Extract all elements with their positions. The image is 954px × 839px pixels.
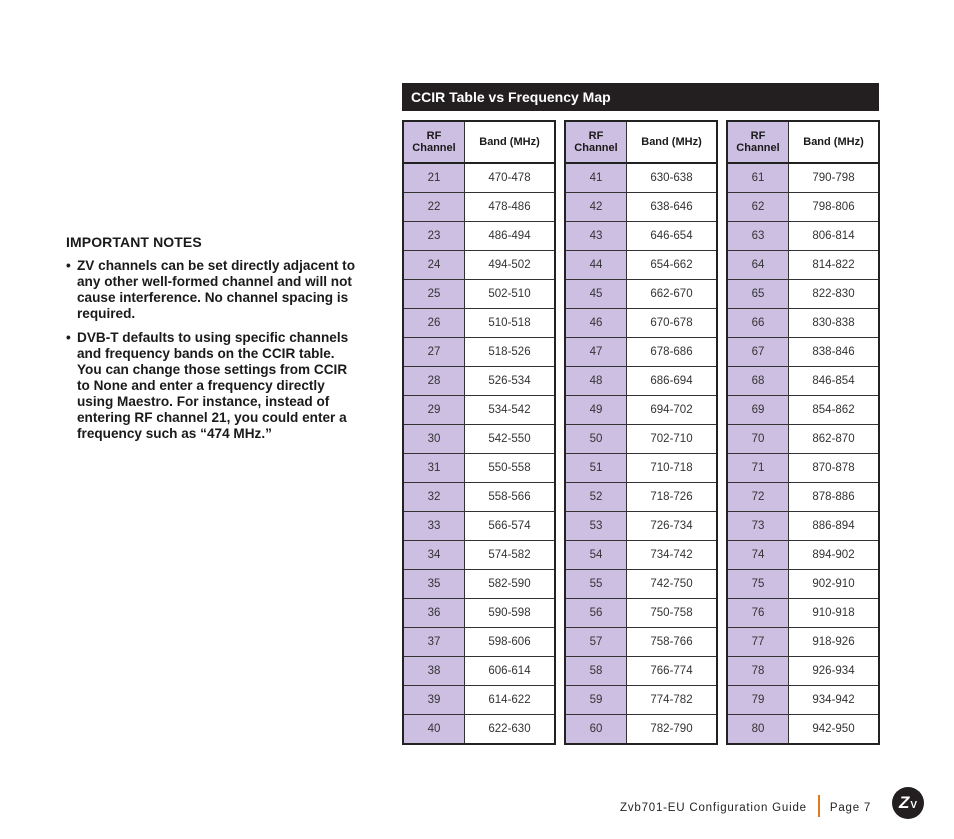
table-row — [403, 425, 555, 454]
frequency-table-2 — [564, 120, 718, 745]
table-row — [565, 309, 717, 338]
band-cell: 622-630 — [465, 715, 556, 745]
rf-channel-cell: 22 — [403, 193, 465, 222]
band-cell: 750-758 — [627, 599, 718, 628]
rf-channel-cell: 62 — [727, 193, 789, 222]
rf-channel-cell: 30 — [403, 425, 465, 454]
table-header-row — [565, 121, 717, 163]
band-cell: 654-662 — [627, 251, 718, 280]
band-cell: 606-614 — [465, 657, 556, 686]
band-cell: 638-646 — [627, 193, 718, 222]
rf-channel-cell: 66 — [727, 309, 789, 338]
table-row — [565, 396, 717, 425]
note-text: DVB-T defaults to using specific channels and frequency bands on the CCIR table. You can change those settings from CCIR to None and enter a frequency directly using Maestro. For instance, instead of entering RF channel 21, you could enter a frequency such as “474 MHz.” — [77, 330, 349, 441]
band-cell: 670-678 — [627, 309, 718, 338]
band-cell: 846-854 — [789, 367, 880, 396]
band-cell: 534-542 — [465, 396, 556, 425]
header-rf-channel — [403, 121, 465, 163]
rf-channel-cell: 52 — [565, 483, 627, 512]
rf-channel-cell: 56 — [565, 599, 627, 628]
rf-channel-cell: 70 — [727, 425, 789, 454]
rf-channel-cell: 46 — [565, 309, 627, 338]
table-row — [565, 425, 717, 454]
bullet-icon: • — [66, 258, 71, 273]
rf-channel-cell: 27 — [403, 338, 465, 367]
table-row — [403, 657, 555, 686]
rf-channel-cell: 63 — [727, 222, 789, 251]
bullet-icon: • — [66, 330, 71, 345]
rf-channel-cell: 37 — [403, 628, 465, 657]
band-cell: 798-806 — [789, 193, 880, 222]
logo-sub: V — [910, 799, 918, 811]
band-cell: 486-494 — [465, 222, 556, 251]
table-row — [403, 628, 555, 657]
table-row — [403, 251, 555, 280]
band-cell: 694-702 — [627, 396, 718, 425]
rf-channel-cell: 58 — [565, 657, 627, 686]
table-row — [727, 570, 879, 599]
table-row — [565, 570, 717, 599]
band-cell: 718-726 — [627, 483, 718, 512]
band-cell: 566-574 — [465, 512, 556, 541]
rf-channel-cell: 44 — [565, 251, 627, 280]
band-cell: 814-822 — [789, 251, 880, 280]
header-rf: RF — [588, 130, 604, 142]
rf-channel-cell: 65 — [727, 280, 789, 309]
band-cell: 918-926 — [789, 628, 880, 657]
header-band: Band (MHz) — [465, 121, 556, 163]
table-row — [403, 280, 555, 309]
band-cell: 702-710 — [627, 425, 718, 454]
table-row — [727, 512, 879, 541]
table-row — [565, 628, 717, 657]
table-row — [727, 163, 879, 193]
table-row — [403, 570, 555, 599]
table-row — [727, 715, 879, 745]
page-number: Page 7 — [829, 802, 872, 815]
band-cell: 742-750 — [627, 570, 718, 599]
band-cell: 494-502 — [465, 251, 556, 280]
table-row — [565, 280, 717, 309]
band-cell: 686-694 — [627, 367, 718, 396]
footer-separator — [818, 795, 820, 817]
band-cell: 934-942 — [789, 686, 880, 715]
band-cell: 582-590 — [465, 570, 556, 599]
frequency-table-1 — [402, 120, 556, 745]
band-cell: 510-518 — [465, 309, 556, 338]
rf-channel-cell: 49 — [565, 396, 627, 425]
table-row — [727, 541, 879, 570]
table-row — [565, 222, 717, 251]
band-cell: 886-894 — [789, 512, 880, 541]
rf-channel-cell: 67 — [727, 338, 789, 367]
band-cell: 550-558 — [465, 454, 556, 483]
table-row — [727, 396, 879, 425]
band-cell: 782-790 — [627, 715, 718, 745]
band-cell: 822-830 — [789, 280, 880, 309]
band-cell: 734-742 — [627, 541, 718, 570]
table-row — [565, 657, 717, 686]
rf-channel-cell: 50 — [565, 425, 627, 454]
rf-channel-cell: 29 — [403, 396, 465, 425]
header-rf: RF — [426, 130, 442, 142]
table-header-row — [727, 121, 879, 163]
table-row — [727, 657, 879, 686]
band-cell: 926-934 — [789, 657, 880, 686]
table-title: CCIR Table vs Frequency Map — [411, 89, 611, 105]
rf-channel-cell: 45 — [565, 280, 627, 309]
table-row — [403, 163, 555, 193]
table-row — [565, 454, 717, 483]
rf-channel-cell: 39 — [403, 686, 465, 715]
table-row — [403, 193, 555, 222]
table-row — [727, 309, 879, 338]
band-cell: 726-734 — [627, 512, 718, 541]
rf-channel-cell: 34 — [403, 541, 465, 570]
rf-channel-cell: 72 — [727, 483, 789, 512]
rf-channel-cell: 77 — [727, 628, 789, 657]
note-item — [66, 258, 362, 322]
rf-channel-cell: 79 — [727, 686, 789, 715]
header-channel: Channel — [736, 142, 780, 154]
band-cell: 710-718 — [627, 454, 718, 483]
band-cell: 678-686 — [627, 338, 718, 367]
table-title-bar — [402, 83, 879, 111]
note-text: ZV channels can be set directly adjacent to any other well-formed channel and will not cause interference. No channel spacing is required. — [77, 258, 356, 321]
rf-channel-cell: 68 — [727, 367, 789, 396]
table-row — [565, 715, 717, 745]
rf-channel-cell: 53 — [565, 512, 627, 541]
header-channel: Channel — [574, 142, 618, 154]
header-band: Band (MHz) — [789, 121, 880, 163]
table-row — [403, 599, 555, 628]
table-row — [403, 309, 555, 338]
important-notes — [66, 234, 362, 450]
band-cell: 910-918 — [789, 599, 880, 628]
rf-channel-cell: 51 — [565, 454, 627, 483]
rf-channel-cell: 74 — [727, 541, 789, 570]
rf-channel-cell: 43 — [565, 222, 627, 251]
page-footer — [620, 797, 871, 819]
header-rf-channel — [727, 121, 789, 163]
rf-channel-cell: 54 — [565, 541, 627, 570]
rf-channel-cell: 78 — [727, 657, 789, 686]
header-rf: RF — [750, 130, 766, 142]
band-cell: 558-566 — [465, 483, 556, 512]
rf-channel-cell: 61 — [727, 163, 789, 193]
table-row — [403, 338, 555, 367]
table-row — [403, 396, 555, 425]
table-row — [565, 251, 717, 280]
rf-channel-cell: 35 — [403, 570, 465, 599]
band-cell: 862-870 — [789, 425, 880, 454]
notes-heading: IMPORTANT NOTES — [66, 234, 202, 250]
guide-title: Zvb701-EU Configuration Guide — [620, 802, 807, 815]
table-row — [727, 338, 879, 367]
rf-channel-cell: 75 — [727, 570, 789, 599]
table-row — [403, 686, 555, 715]
rf-channel-cell: 32 — [403, 483, 465, 512]
table-row — [727, 193, 879, 222]
band-cell: 518-526 — [465, 338, 556, 367]
table-row — [727, 454, 879, 483]
band-cell: 870-878 — [789, 454, 880, 483]
table-row — [727, 599, 879, 628]
band-cell: 878-886 — [789, 483, 880, 512]
band-cell: 526-534 — [465, 367, 556, 396]
table-row — [403, 222, 555, 251]
rf-channel-cell: 80 — [727, 715, 789, 745]
rf-channel-cell: 60 — [565, 715, 627, 745]
table-row — [727, 222, 879, 251]
rf-channel-cell: 21 — [403, 163, 465, 193]
band-cell: 854-862 — [789, 396, 880, 425]
rf-channel-cell: 57 — [565, 628, 627, 657]
rf-channel-cell: 42 — [565, 193, 627, 222]
rf-channel-cell: 76 — [727, 599, 789, 628]
rf-channel-cell: 64 — [727, 251, 789, 280]
band-cell: 942-950 — [789, 715, 880, 745]
band-cell: 590-598 — [465, 599, 556, 628]
rf-channel-cell: 28 — [403, 367, 465, 396]
rf-channel-cell: 55 — [565, 570, 627, 599]
table-row — [565, 367, 717, 396]
band-cell: 894-902 — [789, 541, 880, 570]
rf-channel-cell: 33 — [403, 512, 465, 541]
table-row — [727, 251, 879, 280]
rf-channel-cell: 59 — [565, 686, 627, 715]
zv-logo-icon — [892, 787, 924, 819]
band-cell: 838-846 — [789, 338, 880, 367]
frequency-table-3 — [726, 120, 880, 745]
band-cell: 774-782 — [627, 686, 718, 715]
table-row — [403, 454, 555, 483]
table-row — [727, 425, 879, 454]
table-row — [727, 628, 879, 657]
band-cell: 502-510 — [465, 280, 556, 309]
band-cell: 470-478 — [465, 163, 556, 193]
table-row — [565, 163, 717, 193]
table-header-row — [403, 121, 555, 163]
table-row — [565, 541, 717, 570]
table-row — [565, 338, 717, 367]
rf-channel-cell: 25 — [403, 280, 465, 309]
header-rf-channel — [565, 121, 627, 163]
band-cell: 806-814 — [789, 222, 880, 251]
band-cell: 662-670 — [627, 280, 718, 309]
band-cell: 766-774 — [627, 657, 718, 686]
table-row — [565, 599, 717, 628]
header-band: Band (MHz) — [627, 121, 718, 163]
band-cell: 646-654 — [627, 222, 718, 251]
band-cell: 598-606 — [465, 628, 556, 657]
band-cell: 630-638 — [627, 163, 718, 193]
rf-channel-cell: 73 — [727, 512, 789, 541]
table-row — [565, 483, 717, 512]
band-cell: 902-910 — [789, 570, 880, 599]
rf-channel-cell: 69 — [727, 396, 789, 425]
header-channel: Channel — [412, 142, 456, 154]
band-cell: 574-582 — [465, 541, 556, 570]
rf-channel-cell: 48 — [565, 367, 627, 396]
rf-channel-cell: 38 — [403, 657, 465, 686]
table-row — [565, 193, 717, 222]
rf-channel-cell: 47 — [565, 338, 627, 367]
band-cell: 614-622 — [465, 686, 556, 715]
table-row — [727, 280, 879, 309]
band-cell: 542-550 — [465, 425, 556, 454]
rf-channel-cell: 31 — [403, 454, 465, 483]
band-cell: 478-486 — [465, 193, 556, 222]
logo-main: Z — [898, 793, 910, 812]
table-row — [727, 483, 879, 512]
band-cell: 758-766 — [627, 628, 718, 657]
table-row — [403, 483, 555, 512]
rf-channel-cell: 24 — [403, 251, 465, 280]
rf-channel-cell: 36 — [403, 599, 465, 628]
rf-channel-cell: 41 — [565, 163, 627, 193]
table-row — [403, 541, 555, 570]
table-row — [403, 715, 555, 745]
table-row — [727, 367, 879, 396]
table-row — [403, 367, 555, 396]
note-item — [66, 330, 362, 442]
rf-channel-cell: 40 — [403, 715, 465, 745]
table-row — [565, 686, 717, 715]
table-row — [727, 686, 879, 715]
rf-channel-cell: 71 — [727, 454, 789, 483]
rf-channel-cell: 23 — [403, 222, 465, 251]
rf-channel-cell: 26 — [403, 309, 465, 338]
band-cell: 790-798 — [789, 163, 880, 193]
table-row — [565, 512, 717, 541]
band-cell: 830-838 — [789, 309, 880, 338]
table-row — [403, 512, 555, 541]
